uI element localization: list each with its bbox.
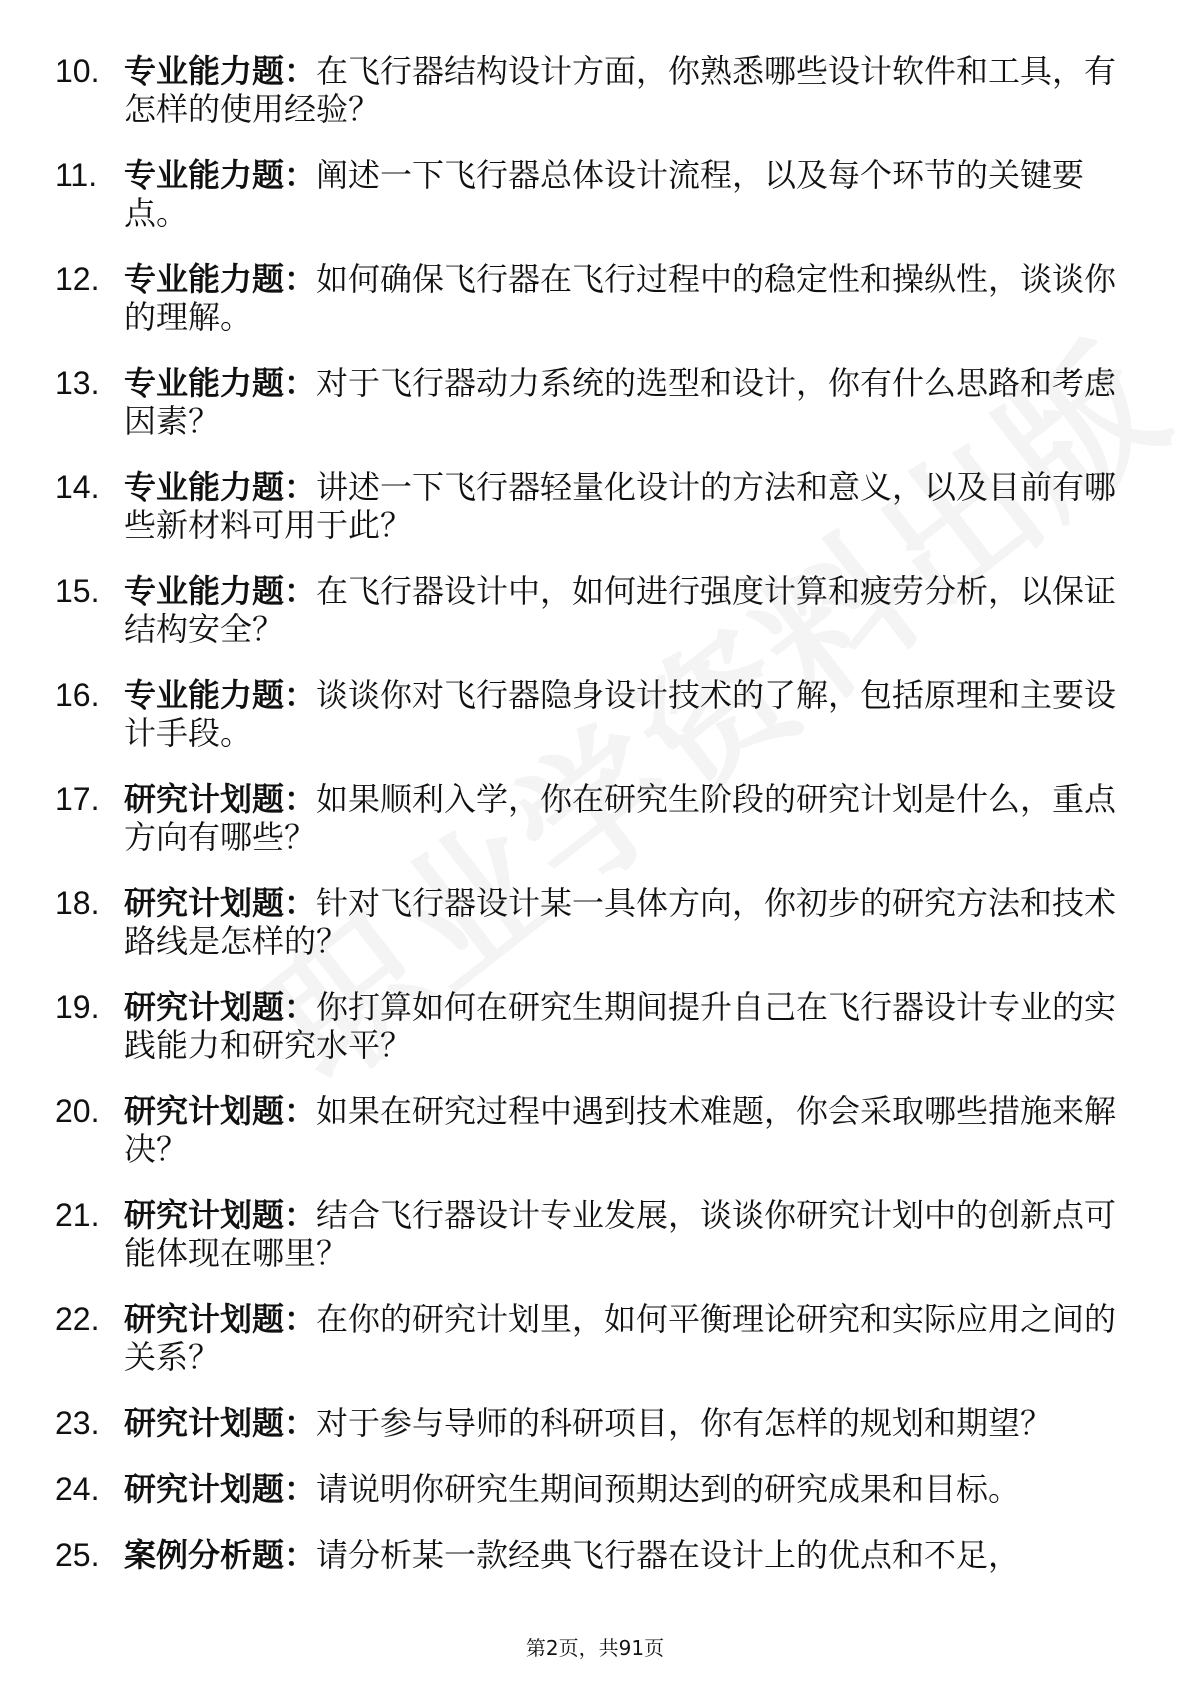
question-category: 研究计划题： [124, 1092, 317, 1130]
question-text: 如何确保飞行器在飞行过程中的稳定性和操纵性，谈谈你的理解。 [124, 260, 1117, 336]
question-number: 21. [55, 1197, 100, 1233]
question-list [0, 52, 1190, 1602]
question-text: 对于参与导师的科研项目，你有怎样的规划和期望？ [316, 1404, 1053, 1442]
question-category: 专业能力题： [124, 156, 317, 194]
question-text: 在你的研究计划里，如何平衡理论研究和实际应用之间的关系？ [124, 1300, 1117, 1376]
question-text: 结合飞行器设计专业发展，谈谈你研究计划中的创新点可能体现在哪里？ [124, 1196, 1117, 1272]
question-item [0, 364, 1190, 440]
question-category: 研究计划题： [124, 884, 317, 922]
question-category: 研究计划题： [124, 988, 317, 1026]
question-number: 23. [55, 1405, 100, 1441]
question-item [0, 1536, 1190, 1574]
question-category: 研究计划题： [124, 1300, 317, 1338]
page-footer [0, 1634, 1190, 1662]
question-item [0, 260, 1190, 336]
question-text: 请说明你研究生期间预期达到的研究成果和目标。 [316, 1470, 1021, 1508]
question-number: 18. [55, 885, 100, 921]
page-number: 第2页，共91页 [525, 1636, 665, 1660]
question-text: 在飞行器结构设计方面，你熟悉哪些设计软件和工具，有怎样的使用经验？ [124, 52, 1117, 128]
question-number: 16. [55, 677, 100, 713]
question-number: 13. [55, 365, 100, 401]
question-item [0, 1196, 1190, 1272]
question-item [0, 780, 1190, 856]
question-item [0, 1404, 1190, 1442]
question-item [0, 1300, 1190, 1376]
question-item [0, 884, 1190, 960]
question-text: 谈谈你对飞行器隐身设计技术的了解，包括原理和主要设计手段。 [124, 676, 1117, 752]
question-item [0, 468, 1190, 544]
question-category: 研究计划题： [124, 1404, 317, 1442]
question-category: 研究计划题： [124, 1470, 317, 1508]
question-category: 研究计划题： [124, 1196, 317, 1234]
question-number: 12. [55, 261, 100, 297]
question-text: 针对飞行器设计某一具体方向，你初步的研究方法和技术路线是怎样的？ [124, 884, 1117, 960]
question-category: 专业能力题： [124, 676, 317, 714]
question-category: 专业能力题： [124, 572, 317, 610]
question-item [0, 676, 1190, 752]
question-category: 研究计划题： [124, 780, 317, 818]
question-number: 25. [55, 1537, 100, 1573]
question-number: 22. [55, 1301, 100, 1337]
question-text: 讲述一下飞行器轻量化设计的方法和意义，以及目前有哪些新材料可用于此？ [124, 468, 1117, 544]
question-category: 专业能力题： [124, 52, 317, 90]
question-item [0, 156, 1190, 232]
question-text: 阐述一下飞行器总体设计流程，以及每个环节的关键要点。 [124, 156, 1085, 232]
question-number: 11. [55, 157, 98, 193]
question-number: 17. [55, 781, 100, 817]
question-item [0, 52, 1190, 128]
question-text: 对于飞行器动力系统的选型和设计，你有什么思路和考虑因素？ [124, 364, 1117, 440]
question-text: 请分析某一款经典飞行器在设计上的优点和不足， [316, 1536, 1021, 1574]
question-item [0, 572, 1190, 648]
question-number: 10. [55, 53, 100, 89]
question-number: 15. [55, 573, 100, 609]
question-item [0, 1470, 1190, 1508]
question-text: 如果顺利入学，你在研究生阶段的研究计划是什么，重点方向有哪些？ [124, 780, 1117, 856]
question-number: 24. [55, 1471, 100, 1507]
question-category: 专业能力题： [124, 364, 317, 402]
question-number: 19. [55, 989, 100, 1025]
question-item [0, 1092, 1190, 1168]
question-number: 20. [55, 1093, 100, 1129]
question-text: 你打算如何在研究生期间提升自己在飞行器设计专业的实践能力和研究水平？ [124, 988, 1117, 1064]
question-number: 14. [55, 469, 100, 505]
question-item [0, 988, 1190, 1064]
question-category: 专业能力题： [124, 468, 317, 506]
question-category: 专业能力题： [124, 260, 317, 298]
question-text: 在飞行器设计中，如何进行强度计算和疲劳分析，以保证结构安全？ [124, 572, 1117, 648]
question-text: 如果在研究过程中遇到技术难题，你会采取哪些措施来解决？ [124, 1092, 1117, 1168]
question-category: 案例分析题： [124, 1536, 317, 1574]
